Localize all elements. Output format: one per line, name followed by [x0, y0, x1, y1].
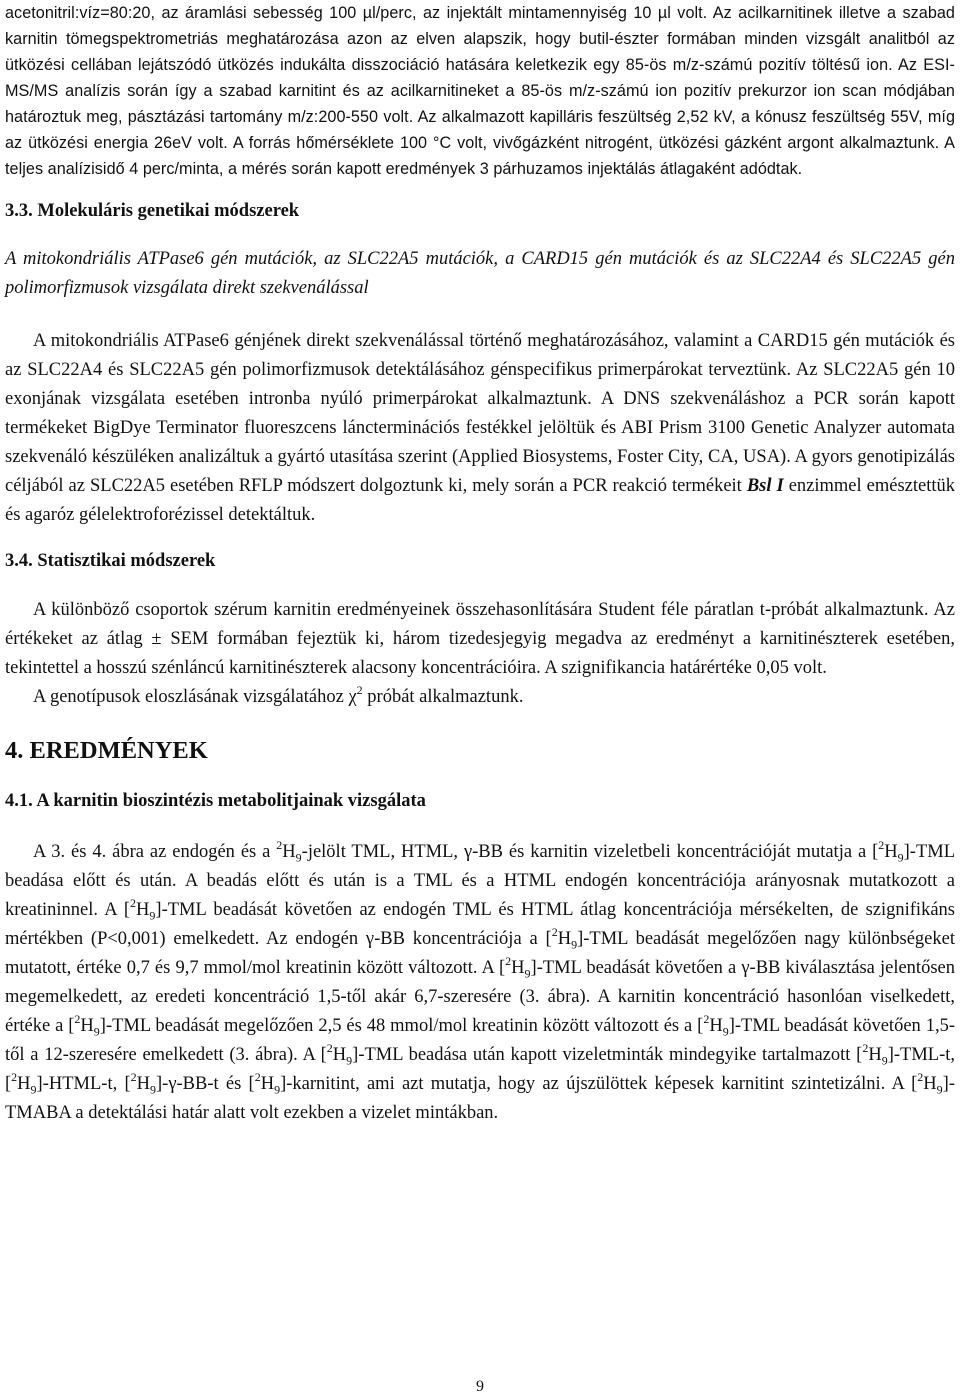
hydrogen-symbol: H [17, 1074, 31, 1094]
results-text: A 3. és 4. ábra az endogén és a [33, 842, 277, 862]
isotope-sub: 9 [897, 850, 904, 865]
isotope-sup: 2 [74, 1011, 81, 1026]
results-text: ]-TML beadását követően 1,5-től a 12-szeresére emelkedett (3. ábra). A [ [5, 1016, 955, 1065]
hydrogen-symbol: H [136, 1074, 150, 1094]
isotope-sup: 2 [862, 1040, 869, 1055]
section-3-3-text: A mitokondriális ATPase6 génjének direkt szekvenálással történő meghatározásához, valamint a CARD15 gén mutációk és az SLC22A4 és SLC22A5 gén polimorfizmusok detektálásához génspecifikus primerpárokat terveztünk. Az SLC22A5 gén 10 exonjának vizsgálata esetében intronba nyúló primerpárokat alkalmaztunk. A DNS szekvenáláshoz a PCR során kapott termékeket BigDye Terminator fluoreszcens láncterminációs festékkel jelöltük és ABI Prism 3100 Genetic Analyzer automata szekvenáló készüléken analizáltuk a gyártó utasítása szerint (Applied Biosystems, Foster City, CA, USA). A gyors genotipizálás céljából az SLC22A5 esetében RFLP módszert dolgoztunk ki, mely során a PCR reakció termékeit [5, 331, 955, 496]
hydrogen-symbol: H [884, 842, 898, 862]
isotope-sup: 2 [917, 1069, 924, 1084]
isotope-sup: 2 [254, 1069, 261, 1084]
section-3-3-subtitle: A mitokondriális ATPase6 gén mutációk, az SLC22A5 mutációk, a CARD15 gén mutációk és az SLC22A4 és SLC22A5 gén polimorfizmusok vizsgálata direkt szekvenálással [5, 249, 955, 298]
results-text: ]-TML beadása után kapott vizeletminták mindegyike tartalmazott [ [352, 1045, 863, 1065]
isotope-sub: 9 [30, 1082, 37, 1097]
statistics-paragraph: A különböző csoportok szérum karnitin eredményeinek összehasonlítására Student féle páratlan t-próbát alkalmaztunk. Az értékeket az átlag ± SEM formában fejeztük ki, három tizedesjegyig megadva az eredményt a karnitinészterek esetében, tekintettel a hosszú szénláncú karnitinészterek alacsony koncentrációira. A szignifikancia határértéke 0,05 volt. [5, 600, 955, 678]
results-text: ]-TML beadását követően a γ-BB kiválasztása jelentősen megemelkedett, az eredeti koncentráció 1,5-től akár 6,7-szeresére (3. ábra). A karnitin koncentráció hasonlóan viselkedett, értéke a [ [5, 958, 955, 1036]
isotope-sup: 2 [130, 895, 137, 910]
isotope-sup: 2 [276, 837, 283, 852]
results-text: ]-TML beadása előtt és után. A beadás előtt és után is a TML és a HTML endogén koncentrációja arányosnak mutatkozott a kreatininnel. A [ [5, 842, 955, 920]
isotope-sup: 2 [11, 1069, 18, 1084]
isotope-sub: 9 [150, 1082, 156, 1097]
page-number: 9 [476, 1378, 484, 1395]
section-3-3-heading: 3.3. Molekuláris genetikai módszerek [5, 201, 300, 221]
results-text: -jelölt TML, HTML, γ-BB és karnitin vizeletbeli koncentrációját mutatja a [ [301, 842, 879, 862]
results-text: ]-TML beadását megelőzően 2,5 és 48 mmol/mol kreatinin között változott és a [ [99, 1016, 704, 1036]
section-3-3-text-end: enzimmel emésztettük és agaróz gélelektroforézissel detektáltuk. [5, 476, 956, 525]
results-text: ]-TML beadását megelőzően nagy különbségeket mutatott, értéke 0,7 és 9,7 mmol/mol kreatinin között változott. A [ [5, 929, 955, 978]
enzyme-name: Bsl I [746, 476, 784, 496]
hydrogen-symbol: H [868, 1045, 882, 1065]
isotope-sub: 9 [274, 1082, 281, 1097]
results-text: ]-TML-t, [ [5, 1045, 956, 1094]
results-text: ]-karnitint, ami azt mutatja, hogy az újszülöttek képesek karnitint szintetizálni. A [ [280, 1074, 918, 1094]
isotope-sub: 9 [93, 1024, 100, 1039]
hydrogen-symbol: H [709, 1016, 723, 1036]
hydrogen-symbol: H [511, 958, 525, 978]
isotope-sub: 9 [346, 1053, 353, 1068]
isotope-sup: 2 [505, 953, 512, 968]
isotope-sub: 9 [722, 1024, 729, 1039]
isotope-sup: 2 [703, 1011, 710, 1026]
section-3-3-paragraph [5, 327, 955, 530]
section-4-heading: 4. EREDMÉNYEK [5, 737, 208, 764]
document-page [5, 0, 955, 1128]
isotope-sup: 2 [551, 924, 558, 939]
hydrogen-symbol: H [136, 900, 150, 920]
results-paragraph [5, 838, 955, 1128]
results-text: ]-HTML-t, [ [36, 1074, 131, 1094]
isotope-sub: 9 [571, 937, 578, 952]
hydrogen-symbol: H [260, 1074, 275, 1094]
isotope-sub: 9 [295, 850, 302, 865]
hydrogen-symbol: H [923, 1074, 937, 1094]
isotope-sup: 2 [130, 1069, 137, 1084]
isotope-sup: 2 [878, 837, 885, 852]
isotope-sub: 9 [524, 966, 531, 981]
section-3-4-heading: 3.4. Statisztikai módszerek [5, 551, 216, 571]
genotype-text-end: próbát alkalmaztunk. [362, 687, 524, 707]
hydrogen-symbol: H [282, 842, 296, 862]
results-text: ]-γ-BB-t és [ [156, 1074, 255, 1094]
genotype-paragraph [5, 683, 955, 712]
isotope-sub: 9 [149, 908, 156, 923]
results-text: ]-TMABA a detektálási határ alatt volt ezekben a vizelet mintákban. [5, 1074, 955, 1123]
isotope-sup: 2 [326, 1040, 333, 1055]
hydrogen-symbol: H [332, 1045, 347, 1065]
isotope-sub: 9 [936, 1082, 943, 1097]
chi-square-exponent: 2 [356, 682, 363, 697]
intro-paragraph: acetonitril:víz=80:20, az áramlási sebesség 100 µl/perc, az injektált mintamennyiség 10 µl volt. Az acilkarnitinek illetve a szabad karnitin tömegspektrometriás meghatározása azon az elven alapszik, hogy butil-észter formában minden vizsgált analitból az ütközési cellában lejátszódó ütközés indukálta disszociáció hatására keletkezik egy 85-ös m/z-számú pozitív töltésű ion. Az ESI-MS/MS analízis során így a szabad karnitint és az acilkarnitineket a 85-ös m/z-számú ion pozitív prekurzor ion scan módjában határoztuk meg, pásztázási tartomány m/z:200-550 volt. Az alkalmazott kapilláris feszültség 2,52 kV, a kónusz feszültség 55V, míg az ütközési energia 26eV volt. A forrás hőmérséklete 100 °C volt, vivőgázként nitrogént, ütközési gázként argont alkalmaztunk. A teljes analízisidő 4 perc/minta, a mérés során kapott eredmények 3 párhuzamos injektálás átlagaként adódtak. [5, 4, 955, 178]
hydrogen-symbol: H [80, 1016, 94, 1036]
genotype-text: A genotípusok eloszlásának vizsgálatához χ [33, 687, 357, 707]
isotope-sub: 9 [881, 1053, 888, 1068]
hydrogen-symbol: H [557, 929, 572, 949]
section-4-1-heading: 4.1. A karnitin bioszintézis metabolitjainak vizsgálata [5, 791, 426, 811]
results-text: ]-TML beadását követően az endogén TML és HTML átlag koncentrációja mérsékelten, de szignifikáns mértékben (P<0,001) emelkedett. Az endogén γ-BB koncentrációja a [ [5, 900, 955, 949]
